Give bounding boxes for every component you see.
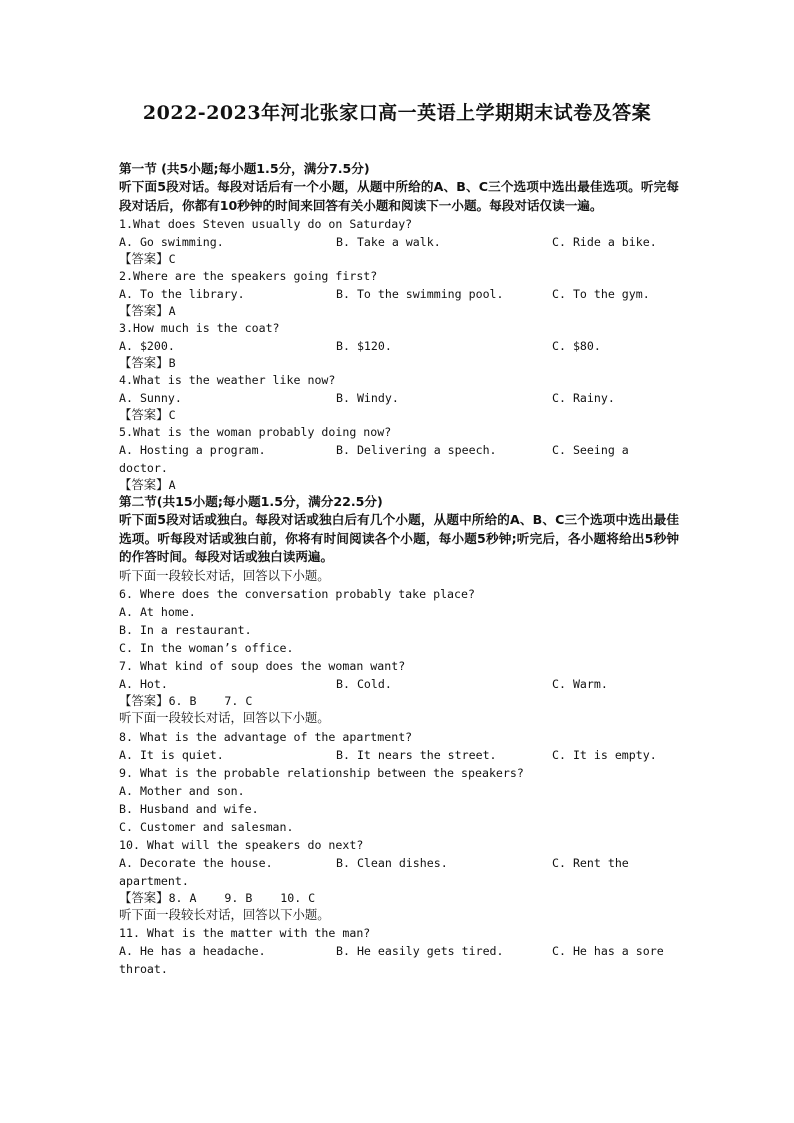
option-c-continued: apartment. [119,873,189,888]
option-c: C. Rainy. [552,391,615,405]
section2-instruction: 听下面5段对话或独白。每段对话或独白后有几个小题，从题中所给的A、B、C三个选项中选出最佳选项。听每段对话或独白前，你将有时间阅读各个小题，每小题5秒钟;听完后，各小题将给出5秒钟的作答时间。每段对话或独白读两遍。 [119,512,679,564]
question-4: 4.What is the weather like now? [119,373,336,387]
question-7: 7. What kind of soup does the woman want? [119,659,406,673]
option-a: A. Decorate the house. [119,855,273,870]
answer-4: 【答案】C [119,407,176,422]
option-c: C. It is empty. [552,747,657,762]
question-2: 2.Where are the speakers going first? [119,269,378,283]
option-c: C. Warm. [552,677,608,691]
option-c-continued: throat. [119,962,168,976]
dialog-intro: 听下面一段较长对话，回答以下小题。 [119,906,330,922]
question-1-options [119,233,679,251]
option-b: B. Delivering a speech. [336,443,497,457]
option-a: A. Mother and son. [119,783,245,798]
option-c: C. Ride a bike. [552,235,657,249]
option-b: B. It nears the street. [336,747,497,762]
question-1: 1.What does Steven usually do on Saturday? [119,217,413,231]
question-3: 3.How much is the coat? [119,321,280,335]
answer-2: 【答案】A [119,303,176,318]
option-b: B. Take a walk. [336,235,441,249]
option-c: C. Seeing a [552,443,629,457]
dialog-intro: 听下面一段较长对话，回答以下小题。 [119,567,330,583]
option-a: A. He has a headache. [119,944,266,958]
question-8: 8. What is the advantage of the apartment? [119,729,413,744]
option-b: B. $120. [336,339,392,353]
option-c: C. $80. [552,339,601,353]
dialog-intro: 听下面一段较长对话，回答以下小题。 [119,710,330,725]
question-6: 6. Where does the conversation probably take place? [119,587,475,601]
answer-5: 【答案】A [119,477,176,492]
answer-8-10: 【答案】8. A 9. B 10. C [119,889,316,905]
option-a: A. Hosting a program. [119,443,266,457]
option-c: C. In the woman’s office. [119,641,294,655]
answer-1: 【答案】C [119,251,176,266]
answer-3: 【答案】B [119,355,176,370]
question-5: 5.What is the woman probably doing now? [119,425,392,439]
option-a: A. It is quiet. [119,747,224,762]
option-c-continued: doctor. [119,461,168,475]
option-c: C. Rent the [552,855,629,870]
section2-heading: 第二节(共15小题;每小题1.5分，满分22.5分) [119,494,383,509]
question-8-options [119,746,679,764]
option-b: B. In a restaurant. [119,623,252,637]
option-c: C. Customer and salesman. [119,819,294,834]
option-b: B. Cold. [336,677,392,691]
option-a: A. At home. [119,605,196,619]
section1-heading: 第一节 (共5小题;每小题1.5分，满分7.5分) [119,161,370,176]
question-4-options [119,389,679,407]
option-b: B. To the swimming pool. [336,287,504,301]
option-a: A. Sunny. [119,391,182,405]
option-a: A. Hot. [119,677,168,691]
option-b: B. Husband and wife. [119,801,259,816]
question-2-options [119,285,679,303]
question-10: 10. What will the speakers do next? [119,837,364,852]
option-a: A. $200. [119,339,175,353]
answer-6-7: 【答案】6. B 7. C [119,693,253,708]
option-b: B. He easily gets tired. [336,944,504,958]
question-10-options [119,854,679,872]
option-c: C. He has a sore [552,944,664,958]
question-3-options [119,337,679,355]
question-11: 11. What is the matter with the man? [119,926,371,940]
question-9: 9. What is the probable relationship between the speakers? [119,765,524,780]
section1-instruction: 听下面5段对话。每段对话后有一个小题，从题中所给的A、B、C三个选项中选出最佳选项。听完每段对话后，你都有10秒钟的时间来回答有关小题和阅读下一小题。每段对话仅读一遍。 [119,179,679,213]
question-5-options [119,441,679,459]
option-b: B. Windy. [336,391,399,405]
page-title: 2022-2023年河北张家口高一英语上学期期末试卷及答案 [142,102,652,124]
option-a: A. Go swimming. [119,235,224,249]
question-11-options [119,942,679,960]
option-c: C. To the gym. [552,287,650,301]
question-7-options [119,675,679,693]
option-a: A. To the library. [119,287,245,301]
document-body [119,160,679,978]
option-b: B. Clean dishes. [336,855,448,870]
